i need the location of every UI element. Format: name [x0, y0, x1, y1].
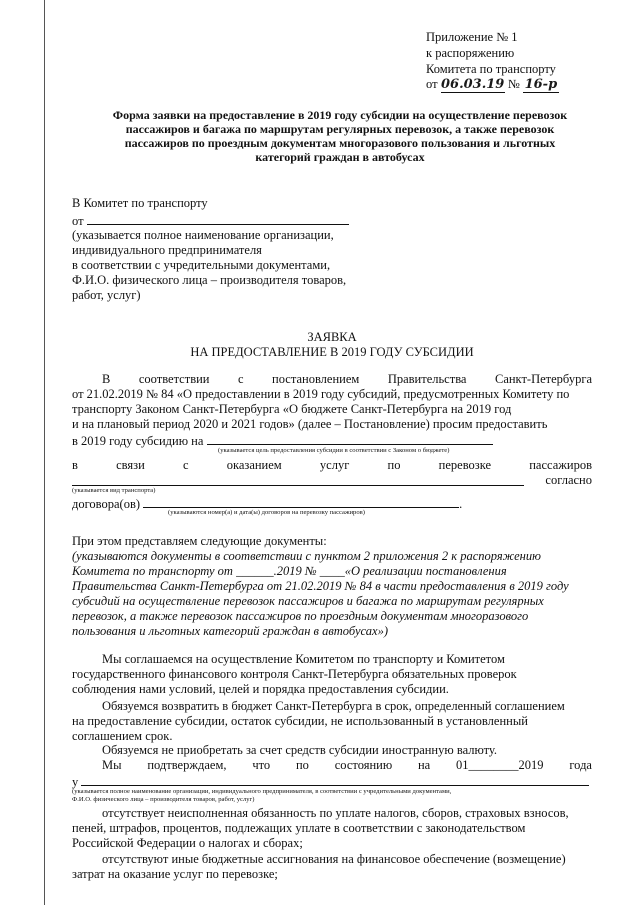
word: на — [417, 758, 431, 772]
word: по — [387, 458, 401, 472]
word: перевозке — [438, 458, 492, 472]
para1-line2: от 21.02.2019 № 84 «О предоставлении в 2019 году субсидий, предусмотренных Комитету по — [72, 387, 570, 401]
addressee-from-label: от — [72, 214, 84, 228]
docs-line: пользования и льготных категорий граждан в автобусах») — [72, 624, 388, 638]
addressee-to: В Комитет по транспорту — [72, 196, 208, 210]
absent1-line: отсутствует неисполненная обязанность по уплате налогов, сборов, страховых взносов, — [102, 806, 569, 820]
addressee-hint-line: (указывается полное наименование организации, — [72, 228, 334, 242]
absent1-paragraph — [72, 806, 592, 851]
word: состоянию — [334, 758, 393, 772]
absent2-paragraph — [72, 852, 592, 882]
word: 01________2019 — [456, 758, 544, 772]
agree-paragraph — [72, 652, 592, 697]
word: Мы — [102, 758, 122, 772]
addressee-blank — [87, 212, 349, 225]
absent2-line: затрат на оказание услуг по перевозке; — [72, 867, 278, 881]
addressee-hint-line: индивидуального предпринимателя — [72, 243, 262, 257]
appendix-from-label: от — [426, 77, 438, 91]
agreed-word: согласно — [545, 473, 592, 487]
appendix-date-handwritten: 06.03.19 — [441, 77, 505, 92]
docs-line: Правительства Санкт-Петербурга от 21.02.2019 № 84 в части предоставления в 2019 году — [72, 579, 569, 593]
confirm-hint-line: Ф.И.О. физического лица – производителя товаров, работ, услуг) — [72, 796, 255, 803]
word: по — [295, 758, 309, 772]
word: подтверждаем, — [147, 758, 227, 772]
currency-line: Обязуемся не приобретать за счет средств субсидии иностранную валюту. — [102, 743, 498, 757]
para1-line8: договора(ов) . — [72, 497, 463, 511]
absent1-line: Российской Федерации о налогах и сборах; — [72, 836, 303, 850]
word: с — [237, 372, 244, 386]
confirm-line — [102, 758, 592, 773]
heading-line1: ЗАЯВКА — [307, 330, 357, 344]
confirm-hint-line: (указывается полное наименование организации, индивидуального предпринимателя, в соответствии с учредительными документами, — [72, 788, 452, 795]
form-title-line: пассажиров и багажа по маршрутам регулярных перевозок, а также перевозок — [125, 122, 555, 136]
hint-purpose: (указывается цель предоставления субсидии в соответствии с Законом о бюджете) — [218, 447, 450, 454]
word: пассажиров — [529, 458, 592, 472]
appendix-number-handwritten: 16-р — [524, 77, 558, 92]
word: услуг — [319, 458, 350, 472]
application-heading — [72, 330, 592, 360]
transport-blank — [72, 473, 524, 486]
form-title-line: пассажиров по проездным документам многоразового пользования и льготных — [124, 136, 556, 150]
addressee-hint-line: в соответствии с учредительными документами, — [72, 258, 331, 272]
contracts-label: договора(ов) — [72, 497, 141, 511]
word: в — [72, 458, 78, 472]
para1-line5-text: в 2019 году субсидию на — [72, 434, 204, 448]
hint-contracts: (указываются номер(а) и дата(ы) договоров на перевозку пассажиров) — [168, 509, 365, 516]
para1-line1 — [102, 372, 592, 387]
para1-line3: транспорту Законом Санкт-Петербурга «О бюджете Санкт-Петербурга на 2019 год — [72, 402, 512, 416]
docs-line: (указываются документы в соответствии с пунктом 2 приложения 2 к распоряжению — [72, 549, 541, 563]
scan-margin-line — [44, 0, 45, 905]
word: постановлением — [272, 372, 360, 386]
confirm-blank — [81, 773, 589, 786]
appendix-line3: Комитета по транспорту — [426, 62, 556, 76]
agree-line: Мы соглашаемся на осуществление Комитетом по транспорту и Комитетом — [102, 652, 505, 666]
return-line: на предоставление субсидии, остаток субсидии, не использованный в установленный — [72, 714, 528, 728]
form-title — [70, 108, 610, 164]
form-title-line: категорий граждан в автобусах — [255, 150, 425, 164]
para1-line6 — [72, 458, 592, 473]
docs-line: Комитета по транспорту от ______.2019 № ____«О реализации постановления — [72, 564, 507, 578]
purpose-blank — [207, 432, 493, 445]
word: связи — [116, 458, 145, 472]
appendix-line1: Приложение № 1 — [426, 30, 518, 44]
word: Правительства — [387, 372, 467, 386]
absent2-line: отсутствуют иные бюджетные ассигнования на финансовое обеспечение (возмещение) — [102, 852, 566, 866]
word: с — [182, 458, 189, 472]
return-line: соглашением срок. — [72, 729, 173, 743]
addressee-hint-line: Ф.И.О. физического лица – производителя товаров, — [72, 273, 347, 287]
word: года — [569, 758, 592, 772]
word: Санкт-Петербурга — [494, 372, 592, 386]
docs-intro: При этом представляем следующие документы: — [72, 534, 327, 548]
agree-line: государственного финансового контроля Санкт-Петербурга обязательных проверок — [72, 667, 517, 681]
confirm-u: у — [72, 775, 79, 789]
docs-line: перевозок, а также перевозок пассажиров по проездным документам многоразового — [72, 609, 529, 623]
appendix-num-label: № — [507, 77, 520, 91]
absent1-line: пеней, штрафов, процентов, подлежащих уплате в соответствии с законодательством — [72, 821, 526, 835]
addressee-hint — [72, 228, 346, 303]
heading-line2: НА ПРЕДОСТАВЛЕНИЕ В 2019 ГОДУ СУБСИДИИ — [190, 345, 474, 359]
form-title-line: Форма заявки на предоставление в 2019 году субсидии на осуществление перевозок — [112, 108, 568, 122]
return-line: Обязуемся возвратить в бюджет Санкт-Петербурга в срок, определенный соглашением — [102, 699, 565, 713]
addressee-from-line — [72, 212, 349, 229]
addressee-hint-line: работ, услуг) — [72, 288, 141, 302]
hint-transport: (указывается вид транспорта) — [72, 487, 156, 494]
word: что — [252, 758, 271, 772]
appendix-line2: к распоряжению — [426, 46, 515, 60]
word: оказанием — [226, 458, 282, 472]
confirm-hint — [72, 788, 451, 804]
appendix-date-line — [426, 77, 559, 93]
word: В — [102, 372, 111, 386]
para1-line4: и на плановый период 2020 и 2021 годов» (далее – Постановление) просим предоставить — [72, 417, 548, 431]
docs-list — [72, 549, 592, 639]
return-paragraph — [72, 699, 592, 744]
agree-line: соблюдения нами условий, целей и порядка предоставления субсидии. — [72, 682, 449, 696]
word: соответствии — [138, 372, 210, 386]
contracts-blank — [143, 495, 459, 508]
docs-line: субсидий на осуществление перевозок пассажиров и багажа по маршрутам регулярных — [72, 594, 544, 608]
